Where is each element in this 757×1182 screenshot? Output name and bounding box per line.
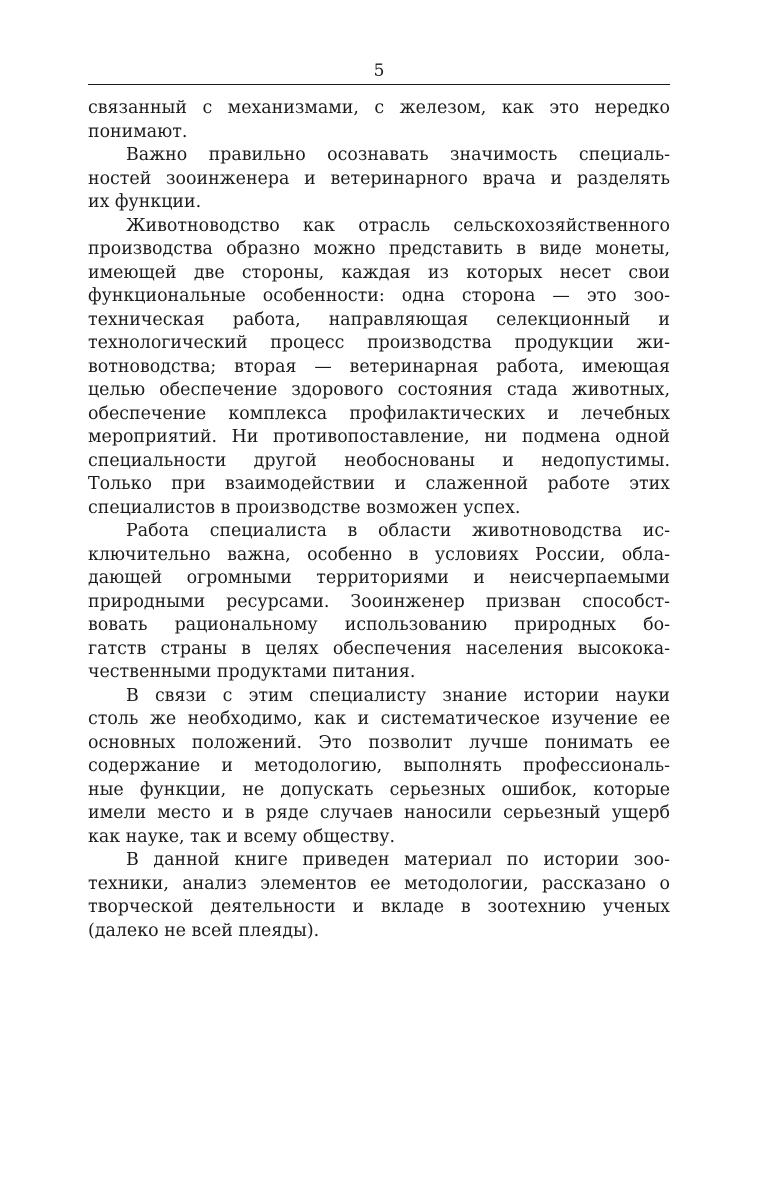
text-line: как науке, так и всему обществу. (88, 826, 395, 847)
text-line: имеющей две стороны, каждая из которых несет свои (88, 262, 670, 283)
text-line: мероприятий. Ни противопоставление, ни подмена одной (88, 427, 670, 447)
text-line: В данной книге приведен материал по истории зоо- (126, 850, 670, 870)
text-line: Животноводство как отрасль сельскохозяйственного (126, 215, 670, 236)
text-line: чественными продуктами питания. (88, 662, 416, 682)
paragraph (88, 520, 670, 685)
text-line: техники, анализ элементов ее методологии, рассказано о (88, 873, 670, 894)
page-header (88, 60, 670, 86)
text-line: природными ресурсами. Зооинженер призван способст- (88, 591, 670, 612)
text-line: (далеко не всей плеяды). (88, 920, 320, 941)
text-line: понимают. (88, 121, 188, 142)
text-line: Только при взаимодействии и слаженной работе этих (88, 474, 670, 494)
text-line: ные функции, не допускать серьезных ошибок, которые (88, 779, 670, 800)
text-line: дающей огромными территориями и неисчерпаемыми (88, 568, 670, 588)
paragraph (88, 144, 670, 215)
page-number: 5 (373, 61, 385, 81)
text-line: В связи с этим специалисту знание истории науки (126, 685, 670, 706)
text-line: производства образно можно представить в виде монеты, (88, 239, 670, 259)
text-line: имели место и в ряде случаев наносили серьезный ущерб (88, 803, 670, 823)
body-text (88, 97, 670, 943)
paragraph (88, 97, 670, 144)
text-line: связанный с механизмами, с железом, как это нередко (88, 98, 670, 118)
header-rule (88, 84, 670, 85)
text-line: вотноводства; вторая — ветеринарная работа, имеющая (88, 356, 670, 377)
text-line: целью обеспечение здорового состояния стада животных, (88, 380, 670, 400)
text-line: обеспечение комплекса профилактических и лечебных (88, 403, 670, 424)
text-line: содержание и методологию, выполнять профессиональ- (88, 756, 670, 776)
text-line: гатств страны в целях обеспечения населения высокока- (88, 638, 670, 659)
paragraph (88, 849, 670, 943)
paragraph (88, 215, 670, 521)
text-line: функциональные особенности: одна сторона — это зоо- (88, 286, 670, 306)
text-line: Работа специалиста в области животноводства ис- (126, 521, 670, 541)
text-line: технологический процесс производства продукции жи- (88, 333, 670, 353)
text-line: основных положений. Это позволит лучше понимать ее (88, 732, 670, 753)
text-line: творческой деятельности и вкладе в зоотехнию ученых (88, 897, 670, 917)
text-line: техническая работа, направляющая селекционный и (88, 309, 670, 330)
text-line: столь же необходимо, как и систематическое изучение ее (88, 709, 670, 729)
text-line: ностей зооинженера и ветеринарного врача и разделять (88, 168, 670, 189)
text-line: ключительно важна, особенно в условиях России, обла- (88, 544, 670, 565)
text-line: специальности другой необоснованы и недопустимы. (88, 450, 670, 471)
text-line: специалистов в производстве возможен успех. (88, 497, 521, 518)
text-line: вовать рациональному использованию природных бо- (88, 615, 670, 635)
text-line: их функции. (88, 192, 202, 212)
paragraph (88, 685, 670, 850)
text-line: Важно правильно осознавать значимость специаль- (126, 145, 670, 165)
